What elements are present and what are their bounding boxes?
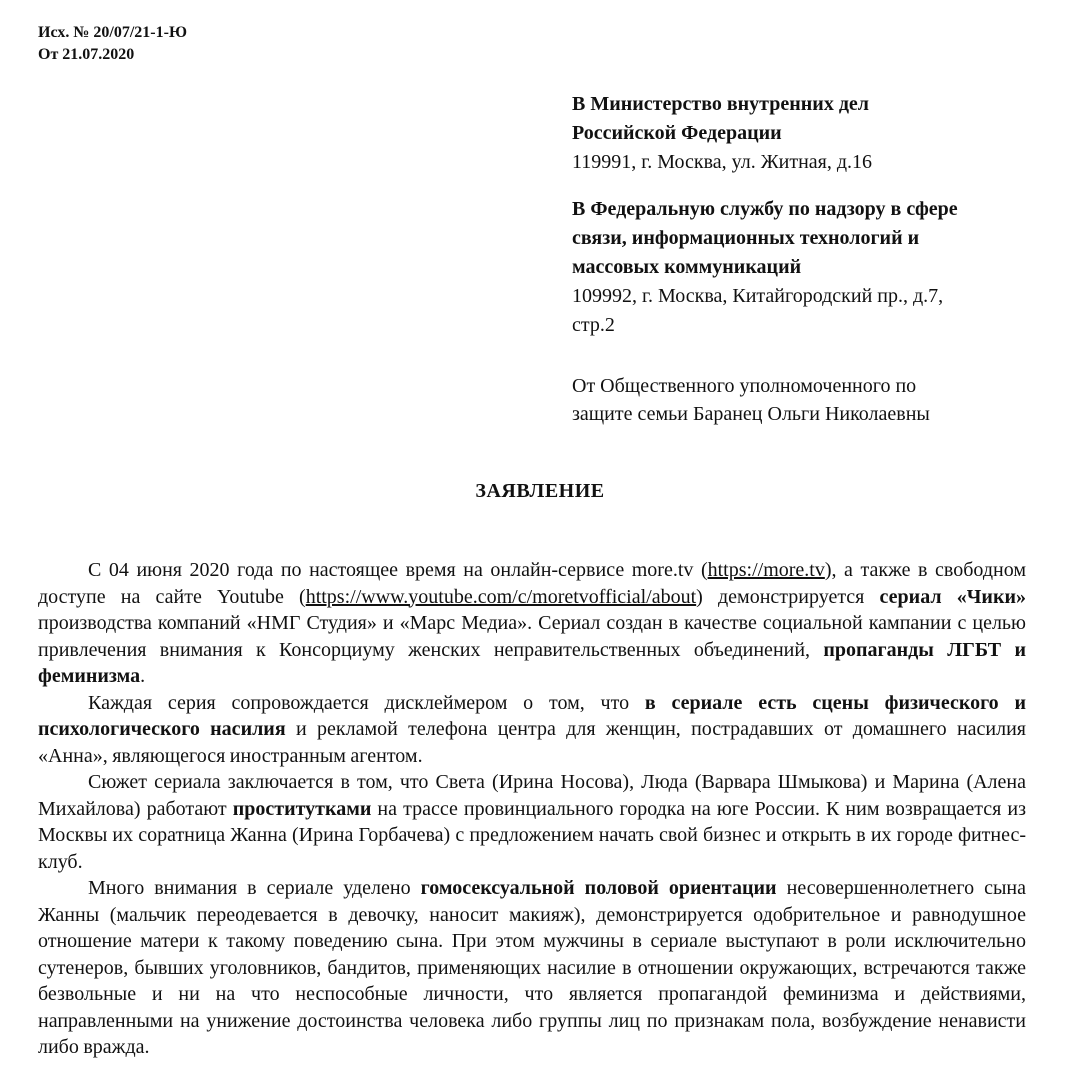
addressee-ministry-line2: Российской Федерации [572, 122, 782, 144]
p3-text-2: на трассе провинциального городка на юге России. К ним возвращается из Москвы их соратница Жанна (Ирина Горбачева) с предложением начать свой бизнес и открыть в их городе фитнес-клуб. [38, 797, 1026, 873]
addressee-roskomnadzor [572, 195, 1042, 340]
p1-text-1: С 04 июня 2020 года по настоящее время на онлайн-сервисе more.tv ( [88, 559, 708, 581]
addressee-ministry-line1: В Министерство внутренних дел [572, 93, 870, 115]
p4-bold-orientation: гомосексуальной половой ориентации [420, 877, 777, 899]
addressee-ministry-address: 119991, г. Москва, ул. Житная, д.16 [572, 151, 873, 173]
body-paragraph-2 [38, 690, 1026, 770]
statement-body [38, 557, 1026, 1061]
p4-text-2: несовершеннолетнего сына Жанны (мальчик переодевается в девочку, наносит макияж), демонстрируется одобрительное и равнодушное отношение матери к такому поведению сына. При этом мужчины в сериале выступают в роли исключительно сутенеров, бывших уголовников, бандитов, применяющих насилие в отношении окружающих, встречаются также безвольные и ни на что неспособные личности, что является пропагандой феминизма и действиями, направленными на унижение достоинства человека либо группы лиц по признакам пола, возбуждение ненависти либо вражда. [38, 877, 1027, 1058]
outgoing-number: Исх. № 20/07/21-1-Ю [38, 24, 187, 41]
p1-text-5: . [140, 665, 146, 687]
p1-bold-propaganda: пропаганды ЛГБТ и феминизма [38, 638, 1026, 687]
more-tv-link[interactable]: https://more.tv [707, 559, 825, 581]
p2-bold-violence: в сериале есть сцены физического и психологического насилия [38, 691, 1026, 740]
p1-bold-series: сериал «Чики» [879, 585, 1026, 608]
addressee-ministry [572, 90, 1042, 177]
p3-bold-prostitutes: проститутками [232, 797, 372, 820]
youtube-link[interactable]: https://www.youtube.com/c/moretvofficial/about [305, 585, 697, 608]
sender-block [572, 372, 1042, 428]
sender-line1: От Общественного уполномоченного по [572, 375, 917, 397]
addressee-rkn-line2: связи, информационных технологий и [572, 227, 920, 249]
p4-text-1: Много внимания в сериале уделено [88, 877, 421, 899]
document-title: ЗАЯВЛЕНИЕ [475, 480, 605, 502]
p2-text-1: Каждая серия сопровождается дисклеймером о том, что [88, 691, 645, 714]
sender-line2: защите семьи Баранец Ольги Николаевны [572, 403, 930, 425]
outgoing-date: От 21.07.2020 [38, 46, 135, 63]
p1-text-4: производства компаний «НМГ Студия» и «Марс Медиа». Сериал создан в качестве социальной кампании с целью привлечения внимания к Консорциуму женских неправительственных объединений, [38, 612, 1026, 661]
addressee-rkn-line1: В Федеральную службу по надзору в сфере [572, 198, 958, 220]
p2-text-2: и рекламой телефона центра для женщин, пострадавших от домашнего насилия «Анна», являющегося иностранным агентом. [38, 718, 1026, 767]
body-paragraph-4 [38, 875, 1026, 1061]
body-paragraph-1 [38, 557, 1026, 690]
body-paragraph-3 [38, 769, 1026, 875]
addressee-rkn-address-line1: 109992, г. Москва, Китайгородский пр., д.7, [572, 285, 944, 307]
addressee-rkn-line3: массовых коммуникаций [572, 256, 802, 278]
addressee-rkn-address-line2: стр.2 [572, 314, 615, 336]
outgoing-reference [38, 22, 187, 66]
p1-text-2: ), а также в свободном доступе на сайте Youtube ( [38, 559, 1026, 608]
p1-text-3: ) демонстрируется [696, 585, 880, 608]
p3-text-1: Сюжет сериала заключается в том, что Света (Ирина Носова), Люда (Варвара Шмыкова) и Марина (Алена Михайлова) работают [38, 771, 1026, 820]
